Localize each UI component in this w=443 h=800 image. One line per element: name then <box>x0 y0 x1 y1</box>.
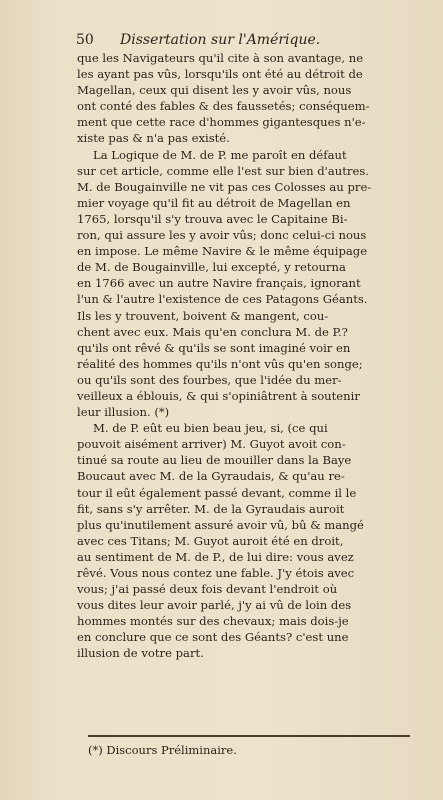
text-line: tinué sa route au lieu de mouiller dans la Baye <box>77 453 352 468</box>
page-number: 50 <box>76 32 94 48</box>
footnote-rule <box>88 735 410 737</box>
text-line: ron, qui assure les y avoir vûs; donc celui-ci nous <box>77 228 367 243</box>
text-line: fit, sans s'y arrêter. M. de la Gyraudais auroit <box>77 501 345 516</box>
text-line: ou qu'ils sont des fourbes, que l'idée du mer- <box>77 372 342 387</box>
text-line: au sentiment de M. de P., de lui dire: vous avez <box>77 549 354 564</box>
footnote: (*) Discours Préliminaire. <box>88 743 237 757</box>
paragraph-start-line: La Logique de M. de P. me paroît en défaut <box>93 147 347 162</box>
text-line: leur illusion. (*) <box>77 405 170 420</box>
text-line: ont conté des fables & des faussetés; conséquem- <box>77 99 370 114</box>
text-line: sur cet article, comme elle l'est sur bien d'autres. <box>77 163 369 178</box>
text-line: 1765, lorsqu'il s'y trouva avec le Capitaine Bi- <box>77 211 348 226</box>
text-line: tour il eût également passé devant, comme il le <box>77 485 357 500</box>
text-line: veilleux a éblouis, & qui s'opiniâtrent à soutenir <box>77 388 360 403</box>
page-header <box>76 30 376 50</box>
text-line: mier voyage qu'il fit au détroit de Magellan en <box>77 195 351 210</box>
text-line: que les Navigateurs qu'il cite à son avantage, ne <box>77 51 364 65</box>
text-line: illusion de votre part. <box>77 646 204 661</box>
text-line: M. de Bougainville ne vit pas ces Colosses au pre- <box>77 179 372 194</box>
text-line: vous dites leur avoir parlé, j'y ai vû de loin des <box>77 598 352 613</box>
body-text <box>77 50 429 662</box>
text-line: en impose. Le même Navire & le même équipage <box>77 244 368 259</box>
text-line: ment que cette race d'hommes gigantesques n'e- <box>77 115 366 130</box>
text-line: pouvoit aisément arriver) M. Guyot avoit con- <box>77 437 346 452</box>
text-line: qu'ils ont rêvé & qu'ils se sont imaginé voir en <box>77 340 351 355</box>
text-line: en 1766 avec un autre Navire français, ignorant <box>77 276 361 291</box>
text-line: réalité des hommes qu'ils n'ont vûs qu'en songe; <box>77 356 363 371</box>
text-line: avec ces Titans; M. Guyot auroit été en droit, <box>77 533 344 548</box>
paragraph-start-line: M. de P. eût eu bien beau jeu, si, (ce qui <box>93 421 328 436</box>
text-line: de M. de Bougainville, lui excepté, y retourna <box>77 260 346 275</box>
text-line: plus qu'inutilement assuré avoir vû, bû & mangé <box>77 517 364 532</box>
text-line: xiste pas & n'a pas existé. <box>77 131 230 146</box>
text-line: les ayant pas vûs, lorsqu'ils ont été au détroit de <box>77 67 363 82</box>
text-line: l'un & l'autre l'existence de ces Patagons Géants. <box>77 292 368 307</box>
text-line: Ils les y trouvent, boivent & mangent, cou- <box>77 308 329 323</box>
text-line: en conclure que ce sont des Géants? c'est une <box>77 630 349 645</box>
text-line: rêvé. Vous nous contez une fable. J'y étois avec <box>77 566 355 580</box>
text-line: chent avec eux. Mais qu'en conclura M. de P.? <box>77 324 348 339</box>
text-line: vous; j'ai passé deux fois devant l'endroit où <box>77 582 338 597</box>
text-line: Boucaut avec M. de la Gyraudais, & qu'au re- <box>77 469 345 484</box>
text-line: hommes montés sur des chevaux; mais dois-je <box>77 614 349 629</box>
text-line: Magellan, ceux qui disent les y avoir vûs, nous <box>77 83 352 98</box>
running-title: Dissertation sur l'Amérique. <box>120 32 321 48</box>
